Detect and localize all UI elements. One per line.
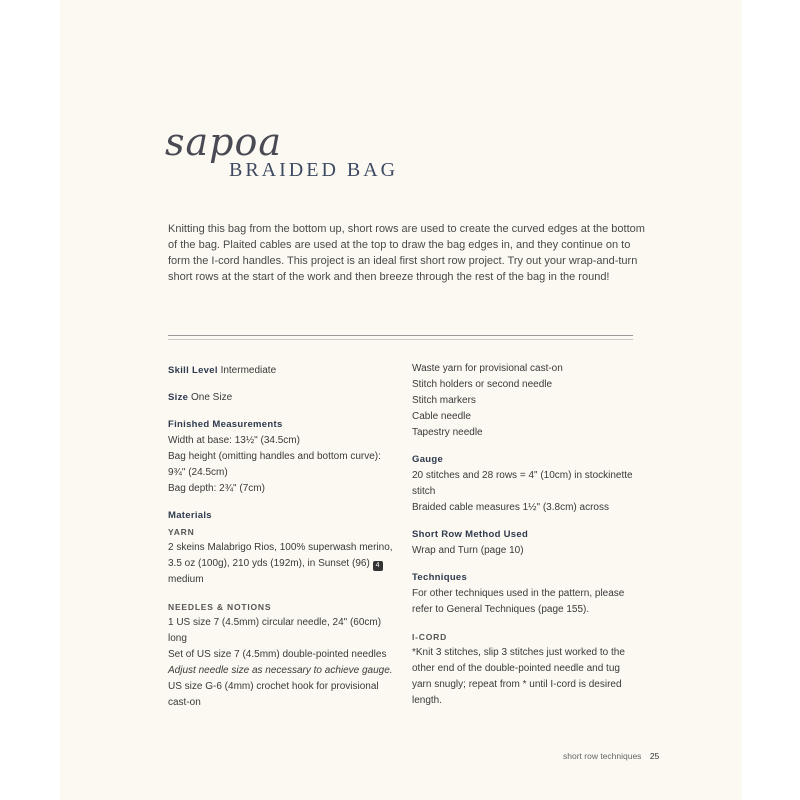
finished-line: 9¾" (24.5cm) [168, 467, 228, 478]
notion-line: Cable needle [412, 411, 471, 422]
needles-note: Adjust needle size as necessary to achieve gauge. [168, 665, 393, 676]
finished-line: Width at base: 13½" (34.5cm) [168, 435, 300, 446]
left-column [168, 363, 408, 711]
size-value: One Size [191, 392, 233, 403]
icord-line: length. [412, 695, 443, 706]
icord-line: yarn snugly; repeat from * until I-cord is desired [412, 679, 622, 690]
needles-line: long [168, 633, 187, 644]
yarn-heading: YARN [168, 527, 195, 537]
size-label: Size [168, 392, 189, 403]
finished-line: Bag height (omitting handles and bottom curve): [168, 451, 381, 462]
icord-line: other end of the double-pointed needle and tug [412, 663, 620, 674]
needles-heading: NEEDLES & NOTIONS [168, 602, 272, 612]
notion-line: Stitch markers [412, 395, 476, 406]
gauge-line: stitch [412, 486, 436, 497]
section-divider [168, 335, 633, 340]
finished-line: Bag depth: 2¾" (7cm) [168, 483, 265, 494]
page-footer [563, 751, 659, 761]
icord-line: *Knit 3 stitches, slip 3 stitches just worked to the [412, 647, 625, 658]
materials-heading: Materials [168, 510, 212, 521]
needles-line: cast-on [168, 697, 201, 708]
icord-heading: I-CORD [412, 632, 448, 642]
yarn-weight: medium [168, 574, 204, 585]
gauge-line: Braided cable measures 1½" (3.8cm) across [412, 502, 609, 513]
method-value: Wrap and Turn (page 10) [412, 545, 524, 556]
page-number: 25 [649, 751, 660, 761]
footer-section: short row techniques [563, 751, 642, 761]
gauge-line: 20 stitches and 28 rows = 4" (10cm) in stockinette [412, 470, 633, 481]
page-title: BRAIDED BAG [229, 159, 399, 181]
finished-measurements-heading: Finished Measurements [168, 419, 283, 430]
techniques-heading: Techniques [412, 572, 468, 583]
needles-line: Set of US size 7 (4.5mm) double-pointed needles [168, 649, 387, 660]
yarn-weight-icon: 4 [373, 561, 383, 571]
needles-line: 1 US size 7 (4.5mm) circular needle, 24" (60cm) [168, 617, 382, 628]
skill-level [168, 363, 408, 379]
gauge-heading: Gauge [412, 454, 444, 465]
right-column [412, 361, 652, 709]
notion-line: Stitch holders or second needle [412, 379, 553, 390]
title-script: sapoa [165, 120, 283, 164]
yarn-line: 2 skeins Malabrigo Rios, 100% superwash merino, [168, 542, 393, 553]
method-heading: Short Row Method Used [412, 529, 529, 540]
notion-line: Tapestry needle [412, 427, 483, 438]
yarn-line: 3.5 oz (100g), 210 yds (192m), in Sunset (96) [168, 558, 370, 569]
techniques-line: For other techniques used in the pattern, please [412, 588, 625, 599]
intro-paragraph: Knitting this bag from the bottom up, short rows are used to create the curved edges at the bottom of the bag. Plaited cables are used at the top to draw the bag edges in, and they continue on to form the I-cord handles. This project is an ideal first short row project. Try out your wrap-and-turn short rows at the start of the work and then breeze through the rest of the bag in the round! [168, 223, 645, 283]
techniques-line: refer to General Techniques (page 155). [412, 604, 590, 615]
skill-level-value: Intermediate [220, 365, 277, 376]
notion-line: Waste yarn for provisional cast-on [412, 363, 563, 374]
needles-line: US size G-6 (4mm) crochet hook for provisional [168, 681, 379, 692]
size [168, 390, 408, 406]
skill-level-label: Skill Level [168, 365, 218, 376]
yarn-line-with-badge [168, 556, 408, 572]
